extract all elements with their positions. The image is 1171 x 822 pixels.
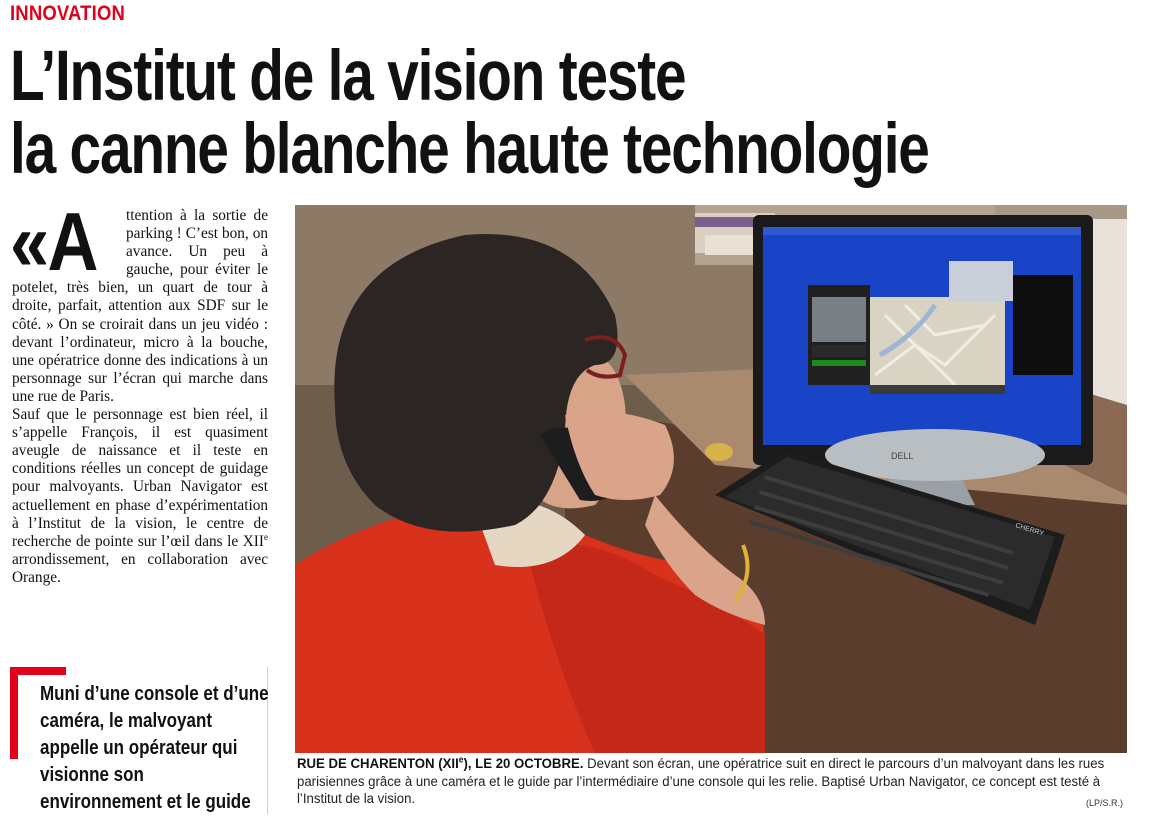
article-para2-text: Sauf que le personnage est bien réel, il s’appelle François, il est quasiment aveugle de naissance et il teste en conditions réelles un concept de guidage pour malvoyants. Urban Navigator est actuellement en phase d’expérimentation à l’Institut de la vision, le centre de recherche de pointe sur l’œil dans le XII — [12, 406, 268, 550]
photo-credit: (LP/S.R.) — [1085, 798, 1123, 808]
pull-quote-text: Muni d’une console et d’une caméra, le malvoyant appelle un opérateur qui visionne son environnement et le guide — [40, 683, 269, 813]
pull-quote — [10, 667, 268, 814]
section-rubric: INNOVATION — [10, 2, 126, 25]
news-photo — [295, 205, 1127, 753]
article-body — [10, 195, 268, 587]
caption-text: Devant son écran, une opératrice suit en direct le parcours d’un malvoyant dans les rues parisiennes grâce à une caméra et le guide par l’intermédiaire d’une console qui les relie. Baptisé Urban Navigator, ce concept est testé à l’Institut de la vision. — [297, 756, 1105, 808]
headline-line-1: L’Institut de la vision teste — [10, 37, 686, 116]
article-lead-text: ttention à la sortie de parking ! C’est bon, on avance. Un peu à gauche, pour éviter le potelet, très bien, un quart de tour à droite, parfait, attention aux SDF sur le côté. » On se croirait dans un jeu vidéo : devant l’ordinateur, micro à la bouche, une opératrice donne des indications à un personnage sur l’écran qui marche dans une rue de Paris. — [12, 207, 268, 405]
headline — [10, 37, 1050, 189]
caption-lead: RUE DE CHARENTON (XIIe), LE 20 OCTOBRE. — [297, 754, 584, 772]
ordinal-superscript: e — [264, 531, 268, 542]
keyboard-brand: CHERRY — [1014, 522, 1045, 538]
article-para2-end: arrondissement, en collaboration avec Orange. — [12, 550, 268, 586]
photo-caption — [297, 756, 1115, 809]
headline-line-2: la canne blanche haute technologie — [10, 110, 929, 189]
article-paragraph-2 — [12, 406, 268, 587]
monitor-brand: DELL — [891, 451, 914, 461]
dropcap: «A — [10, 195, 97, 288]
